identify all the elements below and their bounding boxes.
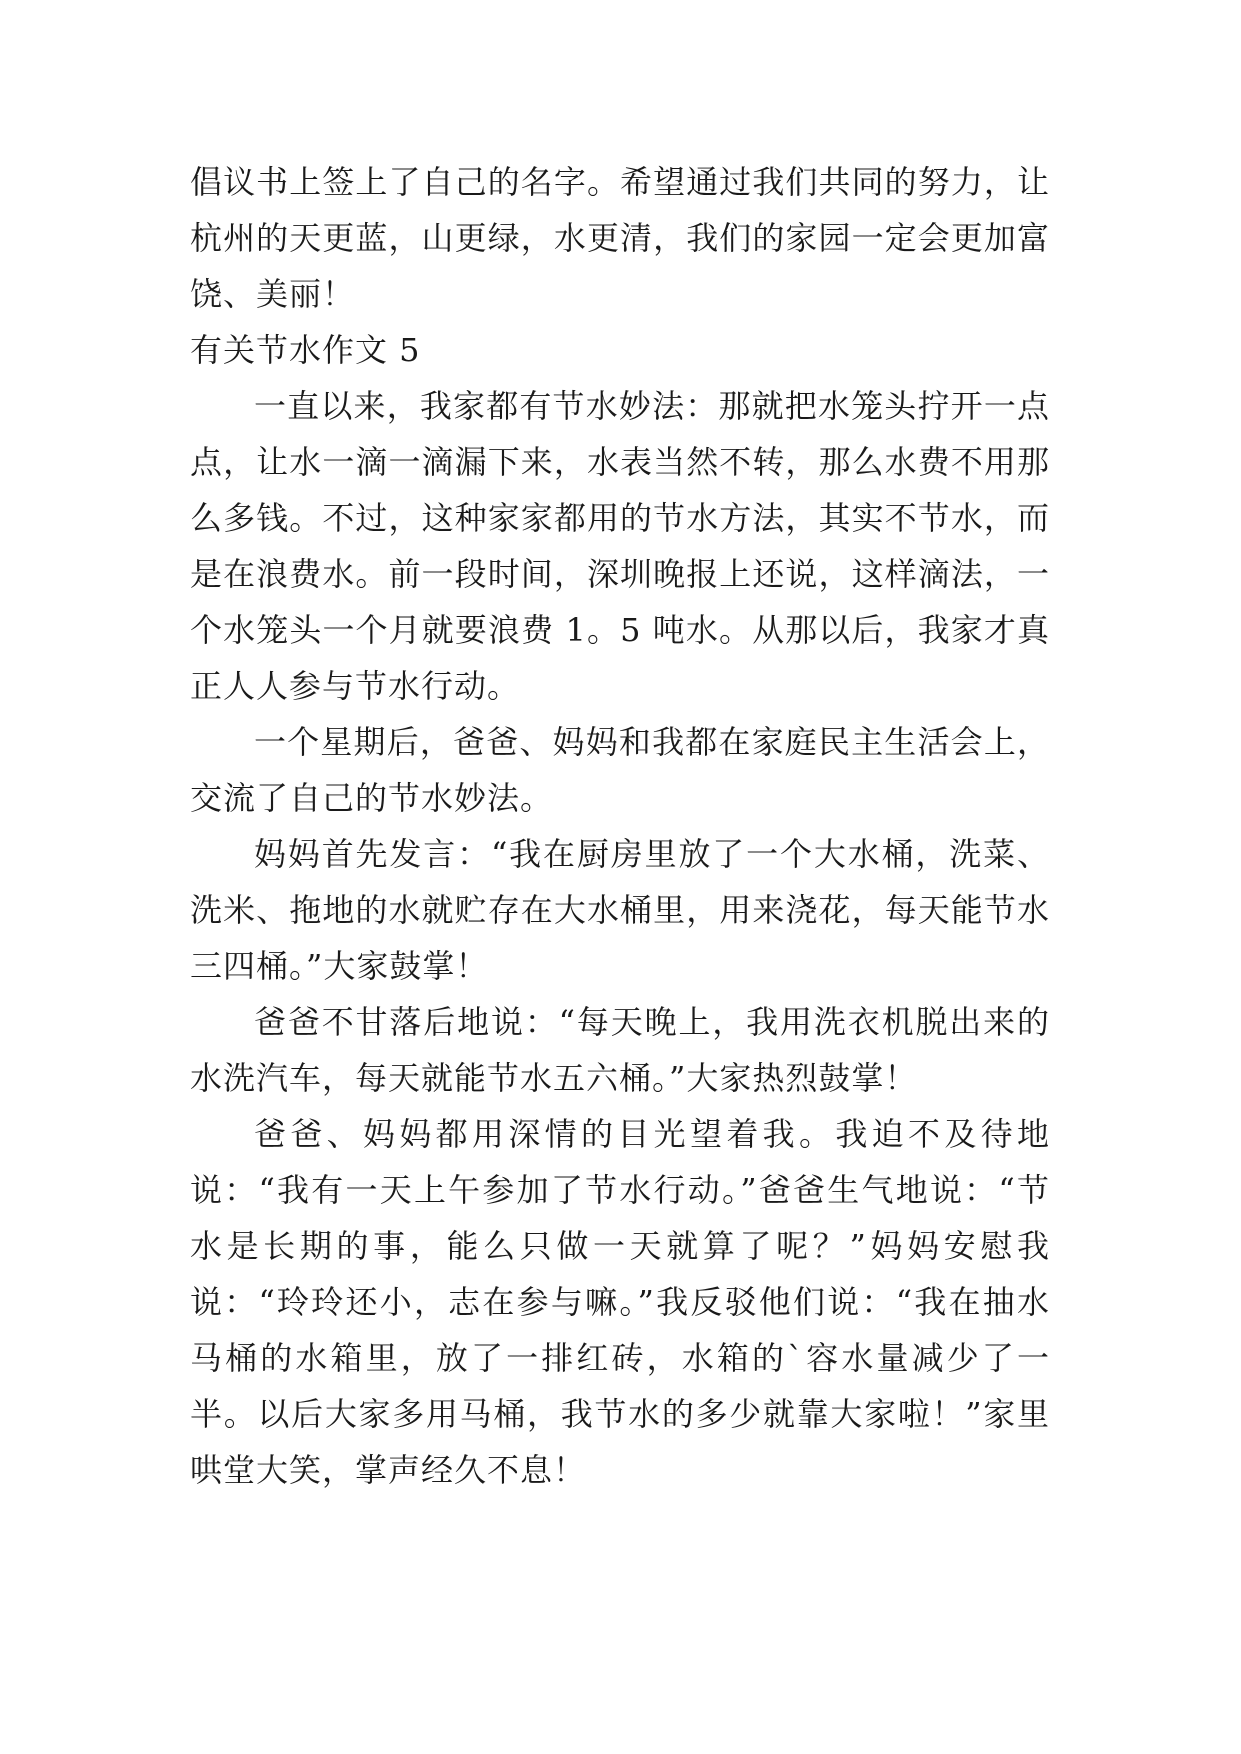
document-body [190, 154, 1050, 1498]
paragraph-1: 一直以来，我家都有节水妙法：那就把水笼头拧开一点点，让水一滴一滴漏下来，水表当然不转，那么水费不用那么多钱。不过，这种家家都用的节水方法，其实不节水，而是在浪费水。前一段时间，深圳晚报上还说，这样滴法，一个水笼头一个月就要浪费 1。5 吨水。从那以后，我家才真正人人参与节水行动。 [190, 387, 1050, 705]
essay-heading: 有关节水作文 5 [190, 331, 421, 369]
paragraph-5: 爸爸、妈妈都用深情的目光望着我。我迫不及待地说：“我有一天上午参加了节水行动。”爸爸生气地说：“节水是长期的事，能么只做一天就算了呢？”妈妈安慰我说：“玲玲还小，志在参与嘛。”我反驳他们说：“我在抽水马桶的水箱里，放了一排红砖，水箱的`容水量减少了一半。以后大家多用马桶，我节水的多少就靠大家啦！”家里哄堂大笑，掌声经久不息！ [190, 1115, 1050, 1489]
paragraph-4: 爸爸不甘落后地说：“每天晚上，我用洗衣机脱出来的水洗汽车，每天就能节水五六桶。”大家热烈鼓掌！ [190, 1003, 1050, 1097]
paragraph-3: 妈妈首先发言：“我在厨房里放了一个大水桶，洗菜、洗米、拖地的水就贮存在大水桶里，用来浇花，每天能节水三四桶。”大家鼓掌！ [190, 835, 1050, 985]
lead-paragraph: 倡议书上签上了自己的名字。希望通过我们共同的努力，让杭州的天更蓝，山更绿，水更清，我们的家园一定会更加富饶、美丽！ [190, 163, 1050, 313]
paragraph-2: 一个星期后，爸爸、妈妈和我都在家庭民主生活会上，交流了自己的节水妙法。 [190, 723, 1050, 817]
